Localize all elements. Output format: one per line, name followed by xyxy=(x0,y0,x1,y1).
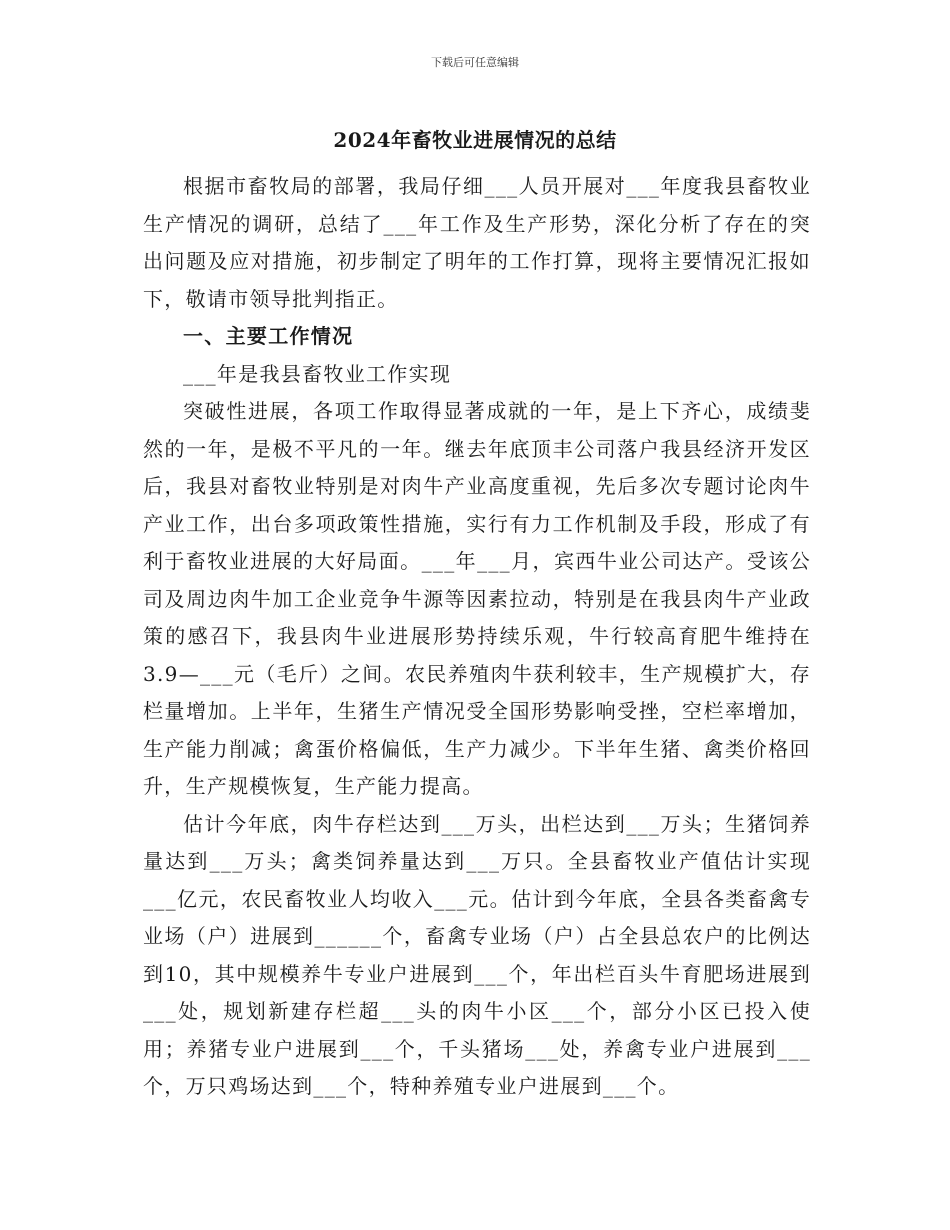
body-paragraph: 突破性进展，各项工作取得显著成就的一年，是上下齐心，成绩斐然的一年，是极不平凡的一年。继去年底顶丰公司落户我县经济开发区后，我县对畜牧业特别是对肉牛产业高度重视，先后多次专题讨论肉牛产业工作，出台多项政策性措施，实行有力工作机制及手段，形成了有利于畜牧业进展的大好局面。___年___月，宾西牛业公司达产。受该公司及周边肉牛加工企业竞争牛源等因素拉动，特别是在我县肉牛产业政策的感召下，我县肉牛业进展形势持续乐观，牛行较高育肥牛维持在3.9—___元（毛斤）之间。农民养殖肉牛获利较丰，生产规模扩大，存栏量增加。上半年，生猪生产情况受全国形势影响受挫，空栏率增加，生产能力削减；禽蛋价格偏低，生产力减少。下半年生猪、禽类价格回升，生产规模恢复，生产能力提高。 xyxy=(143,399,811,798)
body-paragraph: ___年是我县畜牧业工作实现 xyxy=(183,361,452,386)
header-note: 下载后可任意编辑 xyxy=(431,56,519,69)
section-heading: 一、主要工作情况 xyxy=(183,324,354,348)
document-title: 2024年畜牧业进展情况的总结 xyxy=(333,128,617,152)
document-body xyxy=(143,168,811,1106)
body-paragraph: 估计今年底，肉牛存栏达到___万头，出栏达到___万头；生猪饲养量达到___万头；禽类饲养量达到___万只。全县畜牧业产值估计实现___亿元，农民畜牧业人均收入___元。估计到今年底，全县各类畜禽专业场（户）进展到______个，畜禽专业场（户）占全县总农户的比例达到10，其中规模养牛专业户进展到___个，年出栏百头牛育肥场进展到___处，规划新建存栏超___头的肉牛小区___个，部分小区已投入使用；养猪专业户进展到___个，千头猪场___处，养禽专业户进展到___个，万只鸡场达到___个，特种养殖专业户进展到___个。 xyxy=(143,811,811,1098)
intro-paragraph: 根据市畜牧局的部署，我局仔细___人员开展对___年度我县畜牧业生产情况的调研，总结了___年工作及生产形势，深化分析了存在的突出问题及应对措施，初步制定了明年的工作打算，现将主要情况汇报如下，敬请市领导批判指正。 xyxy=(143,174,811,311)
